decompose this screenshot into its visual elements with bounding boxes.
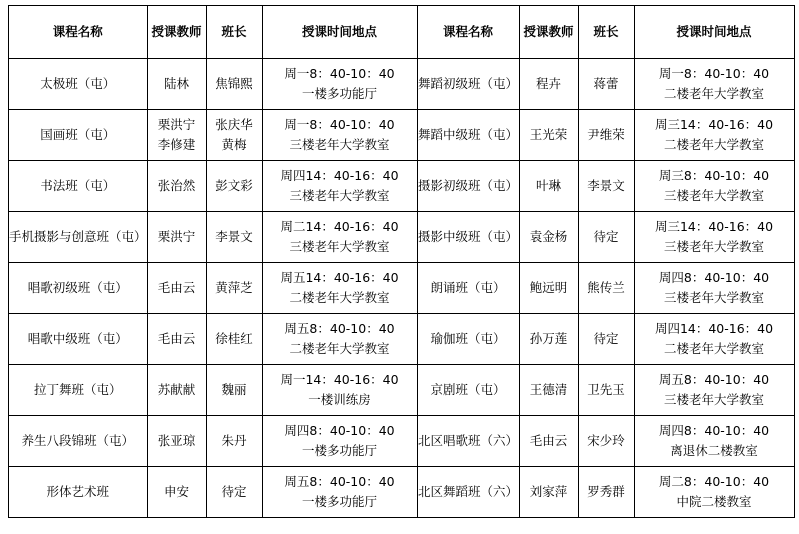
course-name-cell: 舞蹈中级班（屯） <box>417 110 519 161</box>
class-time: 周四14：40-16：40 <box>654 321 774 336</box>
time-place-cell <box>634 59 794 110</box>
header-time-place: 授课时间地点 <box>634 6 794 59</box>
monitor-name: 蒋蕾 <box>593 76 619 91</box>
course-name-cell: 形体艺术班 <box>9 467 148 518</box>
header-monitor: 班长 <box>206 6 262 59</box>
monitor-cell <box>206 212 262 263</box>
time-place-cell <box>634 467 794 518</box>
monitor-cell <box>578 59 634 110</box>
monitor-cell <box>578 161 634 212</box>
course-schedule-table <box>8 5 795 518</box>
class-time: 周四8：40-10：40 <box>658 270 770 285</box>
teacher-name: 栗洪宁 <box>157 117 196 132</box>
table-row <box>9 314 795 365</box>
course-name-cell: 拉丁舞班（屯） <box>9 365 148 416</box>
course-name-cell: 北区唱歌班（六） <box>417 416 519 467</box>
monitor-name: 尹维荣 <box>587 127 625 142</box>
monitor-cell <box>578 314 634 365</box>
monitor-name: 宋少玲 <box>587 433 625 448</box>
teacher-name: 毛由云 <box>157 331 196 346</box>
monitor-cell <box>206 59 262 110</box>
teacher-name: 栗洪宁 <box>157 229 196 244</box>
course-name-cell: 书法班（屯） <box>9 161 148 212</box>
class-location: 一楼多功能厅 <box>302 443 378 458</box>
time-place-cell <box>262 263 417 314</box>
class-location: 三楼老年大学教室 <box>664 290 765 305</box>
table-row <box>9 263 795 314</box>
class-time: 周二8：40-10：40 <box>658 474 770 489</box>
class-time: 周四8：40-10：40 <box>658 423 770 438</box>
monitor-name: 待定 <box>221 484 247 499</box>
course-name-cell: 京剧班（屯） <box>417 365 519 416</box>
class-time: 周三14：40-16：40 <box>654 117 774 132</box>
monitor-cell <box>578 110 634 161</box>
monitor-cell <box>206 365 262 416</box>
teacher-cell <box>147 365 206 416</box>
teacher-cell <box>519 263 578 314</box>
monitor-name: 待定 <box>593 331 619 346</box>
teacher-cell <box>147 467 206 518</box>
monitor-name: 彭文彩 <box>215 178 253 193</box>
time-place-cell <box>634 161 794 212</box>
class-time: 周二14：40-16：40 <box>280 219 399 234</box>
monitor-cell <box>578 416 634 467</box>
course-name-cell: 舞蹈初级班（屯） <box>417 59 519 110</box>
teacher-name: 毛由云 <box>157 280 196 295</box>
time-place-cell <box>634 212 794 263</box>
monitor-cell <box>578 467 634 518</box>
monitor-name: 魏丽 <box>221 382 247 397</box>
course-name-cell: 养生八段锦班（屯） <box>9 416 148 467</box>
monitor-name: 徐桂红 <box>215 331 253 346</box>
class-location: 一楼训练房 <box>308 392 371 407</box>
monitor-name: 罗秀群 <box>587 484 625 499</box>
time-place-cell <box>634 314 794 365</box>
monitor-name: 李景文 <box>587 178 625 193</box>
class-time: 周三14：40-16：40 <box>654 219 774 234</box>
table-row <box>9 212 795 263</box>
time-place-cell <box>634 263 794 314</box>
class-location: 三楼老年大学教室 <box>289 239 390 254</box>
class-time: 周五8：40-10：40 <box>658 372 770 387</box>
class-time: 周五8：40-10：40 <box>284 474 395 489</box>
teacher-name: 王德清 <box>529 382 568 397</box>
course-name-cell: 摄影中级班（屯） <box>417 212 519 263</box>
course-name-cell: 瑜伽班（屯） <box>417 314 519 365</box>
time-place-cell <box>262 314 417 365</box>
course-name-cell: 摄影初级班（屯） <box>417 161 519 212</box>
class-time: 周一8：40-10：40 <box>284 66 395 81</box>
table-row <box>9 110 795 161</box>
teacher-name: 张治然 <box>157 178 196 193</box>
monitor-name: 焦锦熙 <box>215 76 253 91</box>
teacher-cell <box>147 110 206 161</box>
table-row <box>9 467 795 518</box>
table-body <box>9 59 795 518</box>
time-place-cell <box>634 110 794 161</box>
monitor-name: 待定 <box>593 229 619 244</box>
teacher-name: 孙万莲 <box>529 331 568 346</box>
monitor-cell <box>206 467 262 518</box>
class-location: 二楼老年大学教室 <box>289 290 390 305</box>
class-time: 周一8：40-10：40 <box>284 117 395 132</box>
monitor-name: 朱丹 <box>221 433 247 448</box>
teacher-name: 陆林 <box>164 76 190 91</box>
monitor-cell <box>206 314 262 365</box>
course-name-cell: 国画班（屯） <box>9 110 148 161</box>
class-location: 三楼老年大学教室 <box>289 137 390 152</box>
header-teacher: 授课教师 <box>147 6 206 59</box>
header-course-name: 课程名称 <box>417 6 519 59</box>
table-row <box>9 416 795 467</box>
class-location: 中院二楼教室 <box>676 494 752 509</box>
teacher-cell <box>147 416 206 467</box>
class-time: 周五8：40-10：40 <box>284 321 395 336</box>
class-time: 周一8：40-10：40 <box>658 66 770 81</box>
teacher-cell <box>147 59 206 110</box>
table-row <box>9 161 795 212</box>
teacher-cell <box>147 263 206 314</box>
teacher-name: 鲍远明 <box>529 280 568 295</box>
class-location: 二楼老年大学教室 <box>664 341 765 356</box>
class-location: 三楼老年大学教室 <box>289 188 390 203</box>
monitor-cell <box>578 365 634 416</box>
teacher-cell <box>147 314 206 365</box>
teacher-name: 程卉 <box>536 76 562 91</box>
class-location: 二楼老年大学教室 <box>664 137 765 152</box>
monitor-name: 张庆华 <box>215 117 253 132</box>
teacher-name: 苏献献 <box>157 382 196 397</box>
time-place-cell <box>262 212 417 263</box>
teacher-name: 张亚琼 <box>157 433 196 448</box>
class-location: 三楼老年大学教室 <box>664 188 765 203</box>
class-location: 三楼老年大学教室 <box>664 392 765 407</box>
teacher-cell <box>519 161 578 212</box>
teacher-cell <box>519 467 578 518</box>
table-row <box>9 59 795 110</box>
class-location: 二楼老年大学教室 <box>289 341 390 356</box>
header-monitor: 班长 <box>578 6 634 59</box>
teacher-cell <box>147 161 206 212</box>
class-time: 周三8：40-10：40 <box>658 168 770 183</box>
header-course-name: 课程名称 <box>9 6 148 59</box>
monitor-cell <box>206 161 262 212</box>
teacher-cell <box>519 59 578 110</box>
monitor-name: 熊传兰 <box>587 280 625 295</box>
class-location: 离退休二楼教室 <box>670 443 758 458</box>
class-location: 三楼老年大学教室 <box>664 239 765 254</box>
teacher-name: 毛由云 <box>529 433 568 448</box>
monitor-name: 卫先玉 <box>587 382 625 397</box>
class-location: 一楼多功能厅 <box>302 86 378 101</box>
teacher-cell <box>519 365 578 416</box>
monitor-cell <box>206 110 262 161</box>
teacher-name: 李修建 <box>157 137 196 152</box>
class-time: 周五14：40-16：40 <box>280 270 399 285</box>
teacher-name: 刘家萍 <box>529 484 568 499</box>
teacher-cell <box>519 314 578 365</box>
time-place-cell <box>634 416 794 467</box>
time-place-cell <box>634 365 794 416</box>
class-time: 周四14：40-16：40 <box>280 168 399 183</box>
teacher-cell <box>519 212 578 263</box>
course-name-cell: 唱歌中级班（屯） <box>9 314 148 365</box>
course-name-cell: 手机摄影与创意班（屯） <box>9 212 148 263</box>
teacher-name: 申安 <box>164 484 190 499</box>
table-row <box>9 365 795 416</box>
class-location: 一楼多功能厅 <box>302 494 378 509</box>
teacher-name: 袁金杨 <box>529 229 568 244</box>
teacher-cell <box>519 110 578 161</box>
schedule-table-wrapper <box>8 5 795 518</box>
header-teacher: 授课教师 <box>519 6 578 59</box>
monitor-cell <box>206 263 262 314</box>
monitor-name: 黄梅 <box>221 137 247 152</box>
time-place-cell <box>262 110 417 161</box>
header-row <box>9 6 795 59</box>
time-place-cell <box>262 365 417 416</box>
teacher-cell <box>519 416 578 467</box>
time-place-cell <box>262 59 417 110</box>
monitor-cell <box>206 416 262 467</box>
time-place-cell <box>262 467 417 518</box>
monitor-cell <box>578 212 634 263</box>
header-time-place: 授课时间地点 <box>262 6 417 59</box>
class-time: 周四8：40-10：40 <box>284 423 395 438</box>
time-place-cell <box>262 161 417 212</box>
time-place-cell <box>262 416 417 467</box>
teacher-name: 叶琳 <box>536 178 562 193</box>
course-name-cell: 北区舞蹈班（六） <box>417 467 519 518</box>
course-name-cell: 朗诵班（屯） <box>417 263 519 314</box>
course-name-cell: 唱歌初级班（屯） <box>9 263 148 314</box>
class-time: 周一14：40-16：40 <box>280 372 399 387</box>
teacher-cell <box>147 212 206 263</box>
teacher-name: 王光荣 <box>529 127 568 142</box>
class-location: 二楼老年大学教室 <box>664 86 765 101</box>
course-name-cell: 太极班（屯） <box>9 59 148 110</box>
monitor-name: 黄萍芝 <box>215 280 253 295</box>
monitor-cell <box>578 263 634 314</box>
monitor-name: 李景文 <box>215 229 253 244</box>
